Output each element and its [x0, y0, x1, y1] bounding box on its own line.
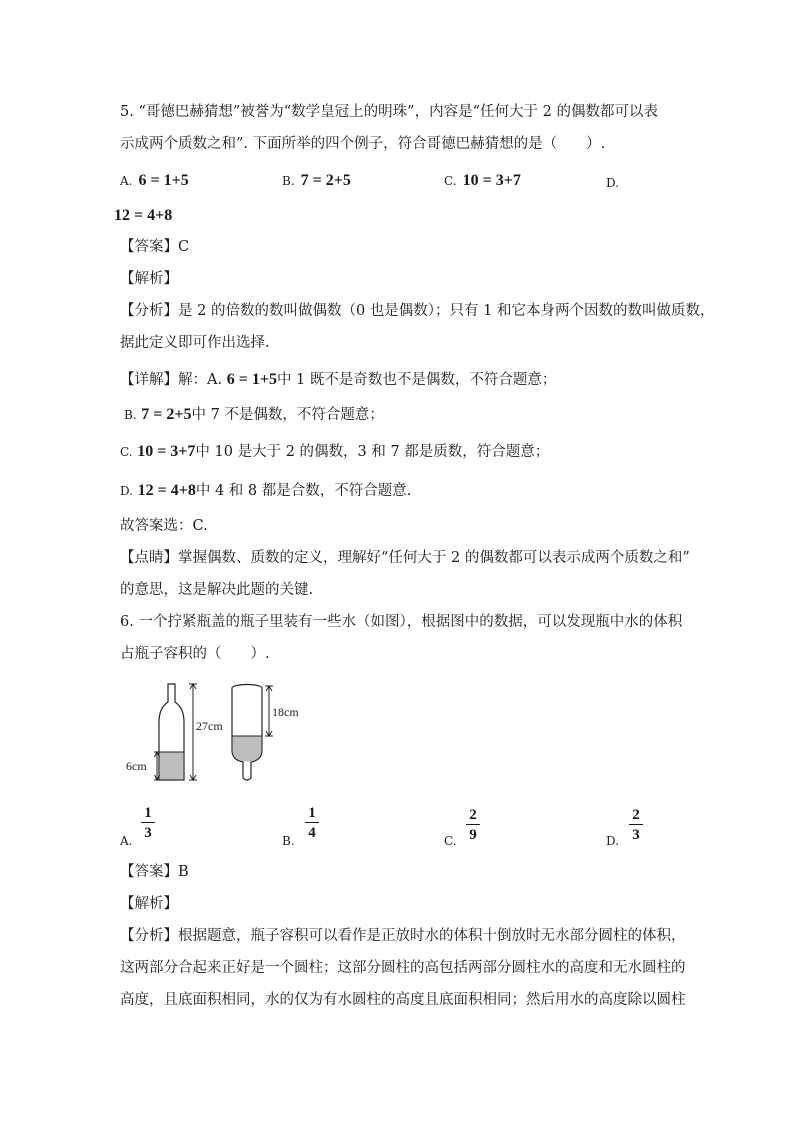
- q5-conclusion: 故答案选：C.: [120, 518, 208, 534]
- q5-analysis-title: 【解析】: [120, 271, 178, 287]
- q6-option-c-fraction: 2 9: [466, 807, 480, 843]
- inverted-bottle: [232, 685, 262, 781]
- q6-stem-line2: 占瓶子容积的（ ）.: [120, 646, 270, 662]
- q6-analysis-title: 【解析】: [120, 896, 178, 912]
- q5-detail-c: C. 10 = 3+7中 10 是大于 2 的偶数，3 和 7 都是质数，符合题意；: [120, 443, 550, 460]
- label-27cm: 27cm: [196, 719, 223, 733]
- q5-option-d-expr: 12 = 4+8: [114, 207, 173, 224]
- q5-fenxi-line1: 【分析】是 2 的倍数的数叫做偶数（0 也是偶数）；只有 1 和它本身两个因数的数叫做质数，: [120, 303, 715, 319]
- q6-answer: 【答案】B: [120, 864, 189, 880]
- q5-detail-a: 【详解】解：A. 6 = 1+5中 1 既不是奇数也不是偶数，不符合题意；: [120, 371, 557, 388]
- label-18cm: 18cm: [272, 705, 299, 719]
- q5-stem-line2: 示成两个质数之和”. 下面所举的四个例子，符合哥德巴赫猜想的是（ ）.: [120, 136, 606, 152]
- label-6cm: 6cm: [126, 759, 147, 773]
- q5-option-c: C. 10 = 3+7: [444, 172, 521, 189]
- q6-option-a-fraction: 1 3: [141, 805, 155, 841]
- q5-detail-b: B. 7 = 2+5中 7 不是偶数，不符合题意；: [124, 406, 384, 423]
- q6-option-d-label: D.: [606, 834, 620, 848]
- q5-detail-d: D. 12 = 4+8中 4 和 8 都是合数，不符合题意.: [120, 482, 412, 499]
- q6-stem-line1: 6. 一个拧紧瓶盖的瓶子里装有一些水（如图），根据图中的数据，可以发现瓶中水的体积: [120, 614, 683, 630]
- q6-option-b-fraction: 1 4: [305, 805, 319, 841]
- q5-answer: 【答案】C: [120, 239, 190, 255]
- q6-fenxi-line2: 这两部分合起来正好是一个圆柱；这部分圆柱的高包括两部分圆柱水的高度和无水圆柱的: [120, 960, 686, 976]
- q6-option-b-label: B.: [282, 834, 295, 848]
- inverted-water: [233, 736, 262, 762]
- bottle-figure: [120, 676, 320, 786]
- q5-stem-line1: 5. “哥德巴赫猜想”被誉为“数学皇冠上的明珠”，内容是“任何大于 2 的偶数都可以表: [120, 104, 658, 120]
- q6-fenxi-line3: 高度，且底面积相同，水的仅为有水圆柱的高度且底面积相同；然后用水的高度除以圆柱: [120, 992, 686, 1008]
- upright-water: [160, 752, 184, 779]
- q6-option-d-fraction: 2 3: [629, 807, 643, 843]
- q5-option-a: A. 6 = 1+5: [120, 172, 189, 189]
- q6-fenxi-line1: 【分析】根据题意，瓶子容积可以看作是正放时水的体积十倒放时无水部分圆柱的体积，: [120, 928, 686, 944]
- q5-dianjing-line2: 的意思，这是解决此题的关键.: [120, 582, 314, 598]
- q5-option-d-label: D.: [606, 176, 620, 190]
- q6-option-a-label: A.: [120, 834, 133, 848]
- q6-option-c-label: C.: [444, 834, 457, 848]
- q5-fenxi-line2: 据此定义即可作出选择.: [120, 335, 270, 351]
- q5-dianjing-line1: 【点睛】掌握偶数、质数的定义，理解好“任何大于 2 的偶数都可以表示成两个质数之和”: [120, 550, 690, 566]
- q5-option-b: B. 7 = 2+5: [282, 172, 351, 189]
